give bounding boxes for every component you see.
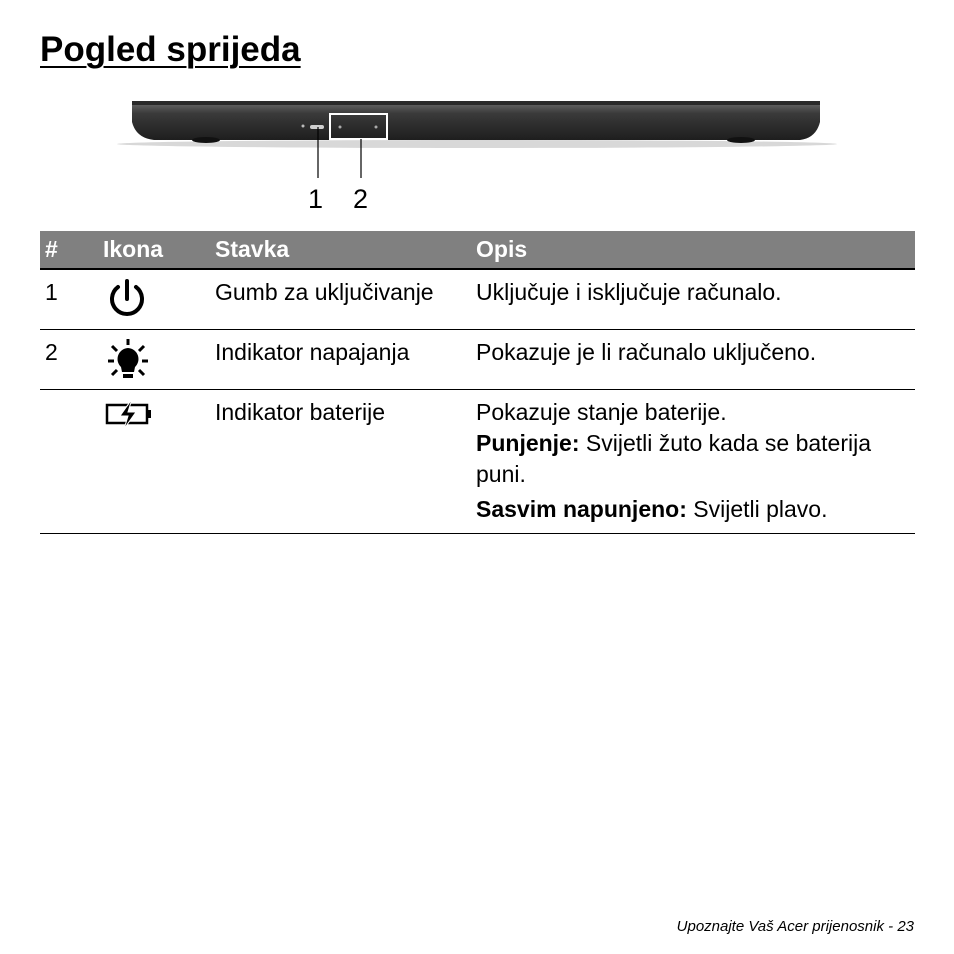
header-item: Stavka [215,231,476,269]
full-text: Svijetli plavo. [686,496,828,522]
table-row [40,269,915,330]
callout-label-2: 2 [353,184,369,214]
callout-label-1: 1 [308,184,324,214]
header-desc: Opis [476,231,915,269]
charging-term: Punjenje: [476,430,580,456]
row-desc: Uključuje i isključuje računalo. [476,269,915,330]
row-num: 2 [40,330,103,390]
page-footer [677,918,914,935]
header-num: # [40,231,103,269]
table-row [40,330,915,390]
row-desc [476,390,915,534]
page-title: Pogled sprijeda [40,30,301,69]
row-item: Indikator baterije [215,390,476,534]
laptop-body [132,102,820,140]
row-desc: Pokazuje je li računalo uključeno. [476,330,915,390]
charging-text: Svijetli žuto kada se baterija puni. [476,430,872,487]
laptop-lid-edge [132,101,820,105]
table-header-row [40,231,915,269]
table-row [40,390,915,534]
row-item: Gumb za uključivanje [215,269,476,330]
battery-desc-charging [476,428,915,490]
indicator-light-left [339,126,342,129]
laptop-power-button [310,125,324,129]
laptop-front-view-image [110,96,844,221]
battery-desc-main: Pokazuje stanje baterije. [476,399,727,425]
laptop-foot-right [727,137,755,143]
full-term: Sasvim napunjeno: [476,496,687,522]
row-num [40,390,103,534]
battery-desc-full [476,494,915,525]
row-num: 1 [40,269,103,330]
row-item: Indikator napajanja [215,330,476,390]
power-icon [105,277,149,321]
power-indicator-icon [105,337,151,381]
header-icon: Ikona [103,231,215,269]
page-number: 23 [897,918,914,935]
laptop-port-dot [302,125,305,128]
front-view-table [40,231,915,534]
laptop-foot-left [192,137,220,143]
footer-text: Upoznajte Vaš Acer prijenosnik - [676,918,894,935]
indicator-light-right [375,126,378,129]
battery-charging-icon [105,397,153,431]
